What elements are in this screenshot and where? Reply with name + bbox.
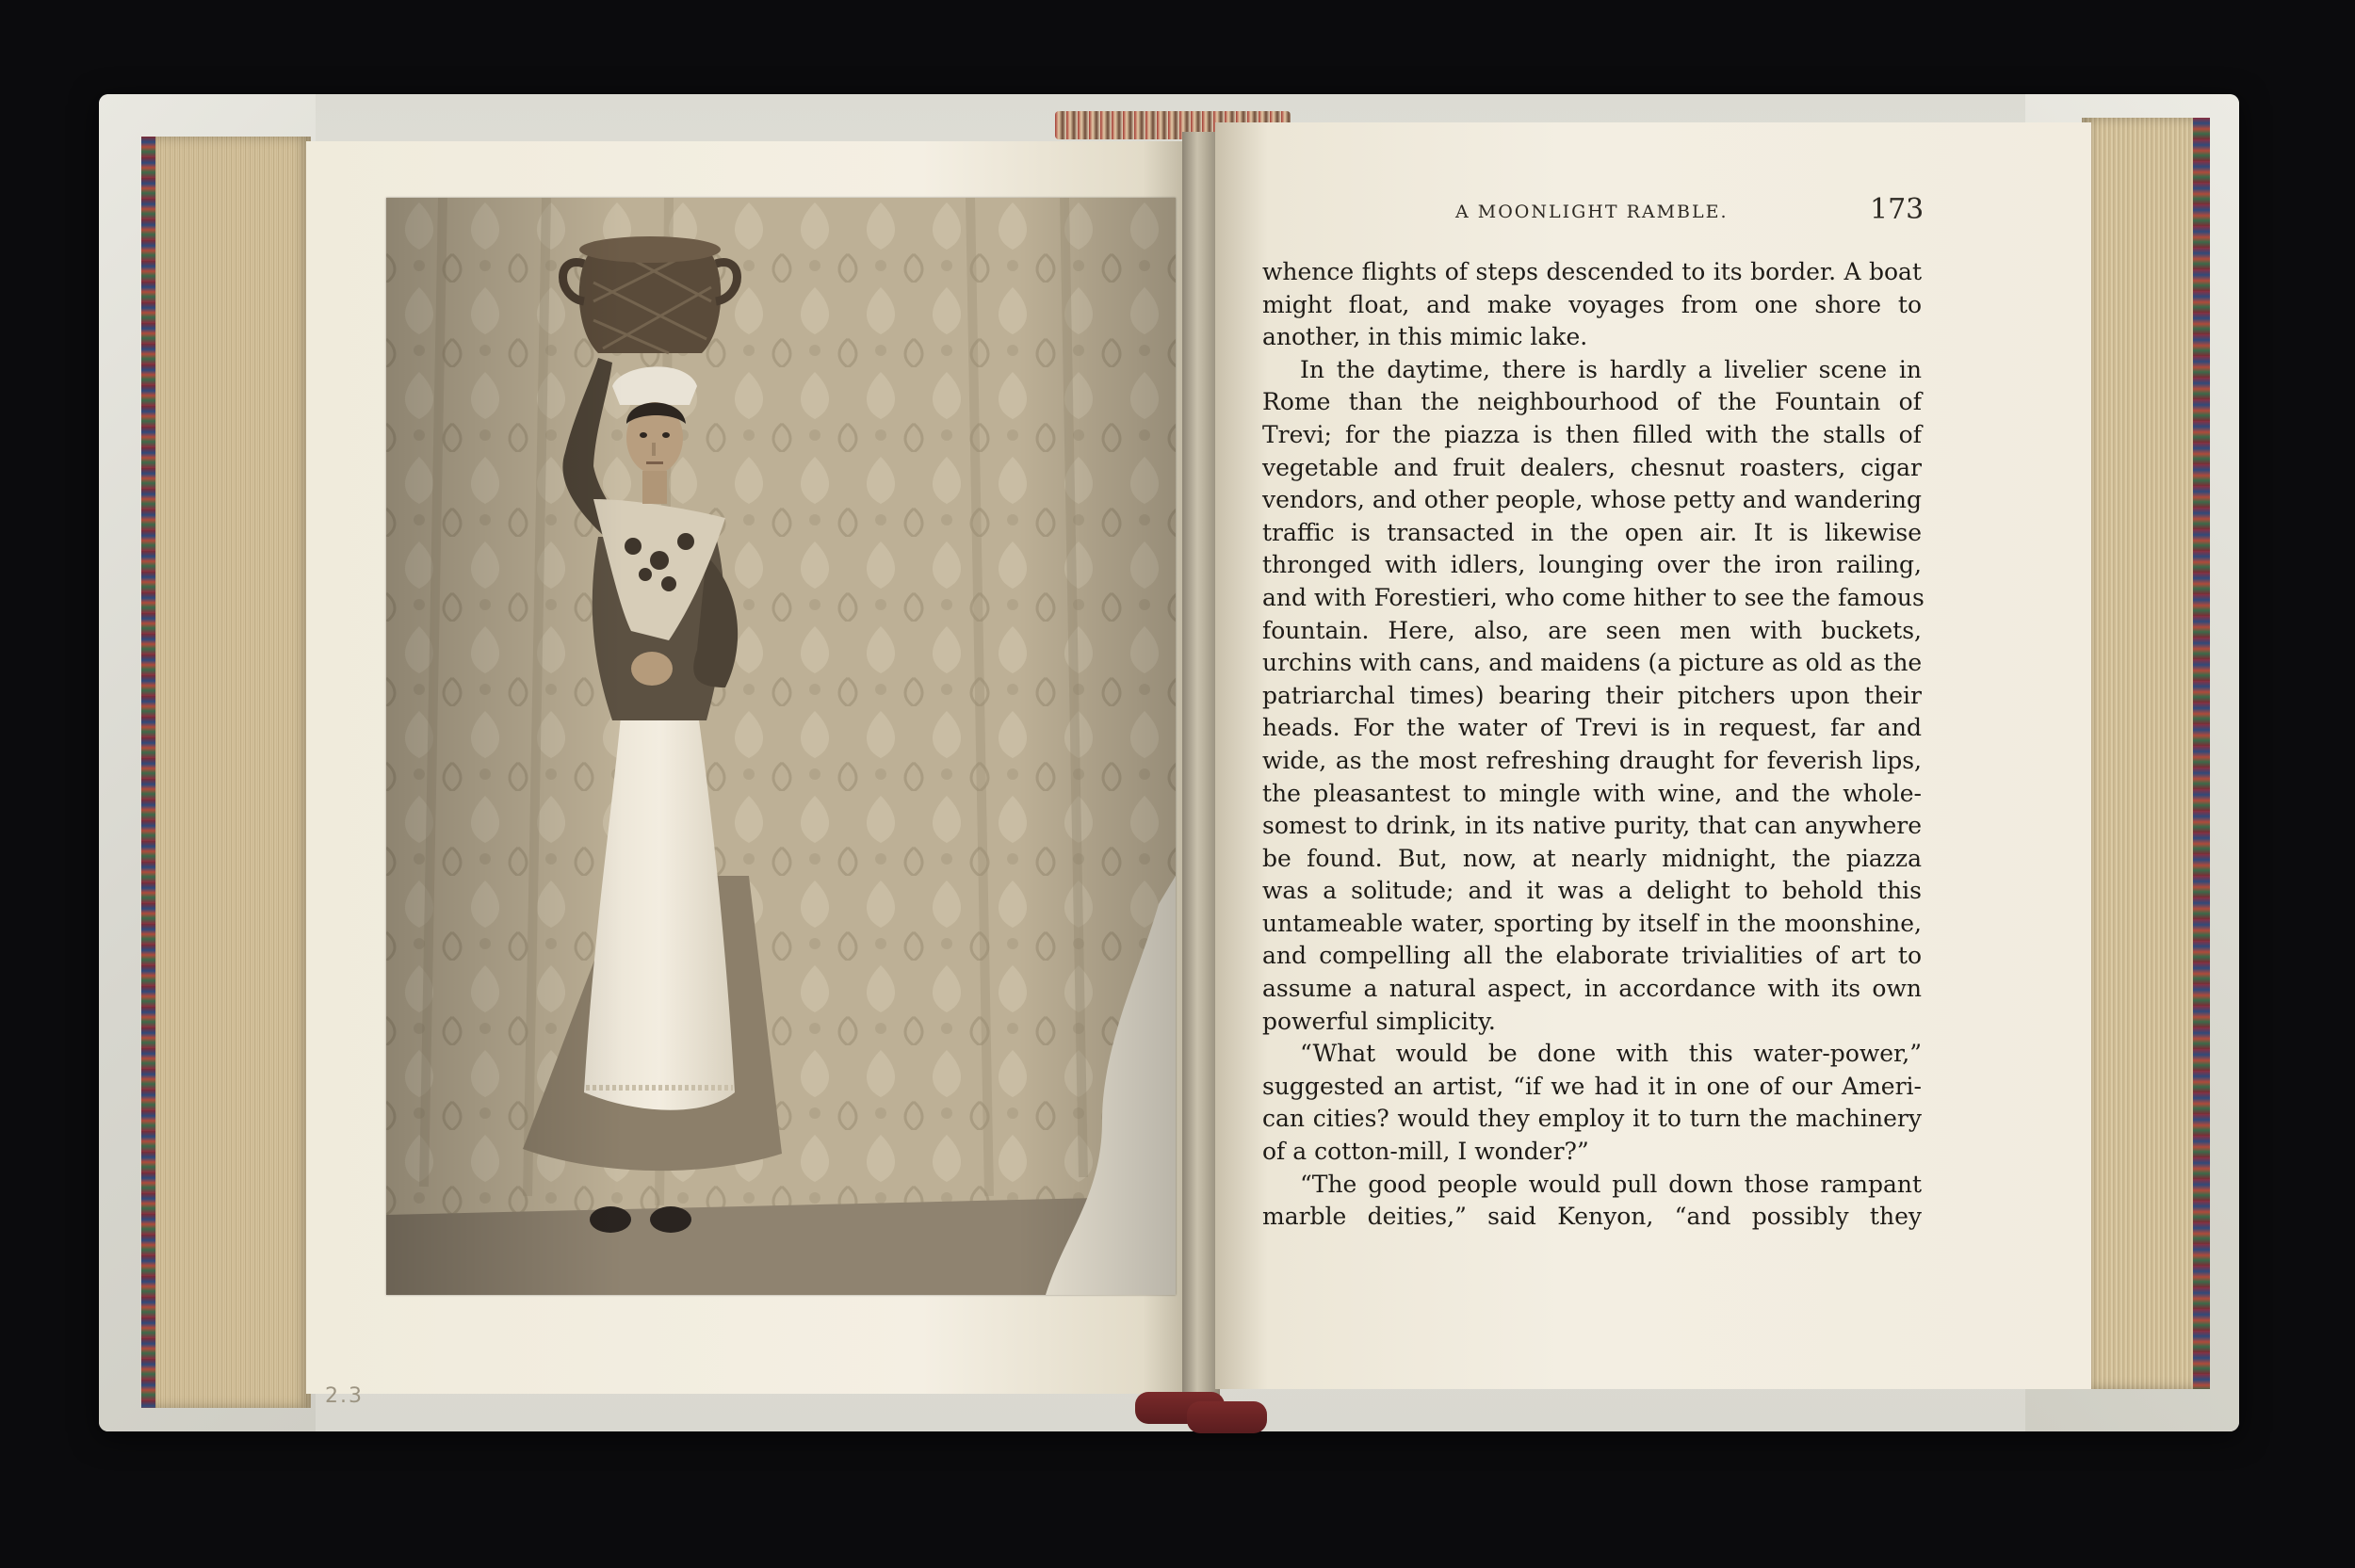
photograph-woman-with-water-jar bbox=[386, 198, 1176, 1295]
text-line: of a cotton-mill, I wonder?” bbox=[1262, 1138, 1589, 1166]
text-line: might float, and make voyages from one shore to bbox=[1262, 290, 1922, 318]
text-line: can cities? would they employ it to turn the machinery bbox=[1262, 1105, 1922, 1133]
text-line: patriarchal times) bearing their pitchers upon their bbox=[1262, 681, 1922, 709]
text-line: Trevi; for the piazza is then filled with the stalls of bbox=[1262, 420, 1922, 448]
text-line: suggested an artist, “if we had it in one of our Ameri- bbox=[1262, 1072, 1922, 1100]
book-gutter bbox=[1182, 132, 1220, 1403]
pencil-mark: 2.3 bbox=[325, 1384, 364, 1408]
text-line: untameable water, sporting by itself in the moonshine, bbox=[1262, 909, 1922, 937]
text-line: vegetable and fruit dealers, chesnut roasters, cigar bbox=[1262, 453, 1922, 481]
text-line: was a solitude; and it was a delight to behold this bbox=[1262, 877, 1922, 905]
text-line: and compelling all the elaborate trivialities of art to bbox=[1262, 942, 1922, 970]
text-line: marble deities,” said Kenyon, “and possibly they bbox=[1262, 1203, 1922, 1231]
page-number: 173 bbox=[1870, 193, 1925, 226]
text-line: thronged with idlers, lounging over the iron railing, bbox=[1262, 551, 1922, 579]
text-line: fountain. Here, also, are seen men with buckets, bbox=[1262, 616, 1922, 644]
text-line: urchins with cans, and maidens (a picture as old as the bbox=[1262, 649, 1923, 677]
text-line: somest to drink, in its native purity, that can anywhere bbox=[1262, 812, 1922, 840]
text-line: Rome than the neighbourhood of the Fountain of bbox=[1262, 388, 1922, 416]
text-line: “The good people would pull down those rampant bbox=[1300, 1170, 1922, 1198]
text-line: wide, as the most refreshing draught for feverish lips, bbox=[1262, 746, 1922, 774]
text-line: be found. But, now, at nearly midnight, the piazza bbox=[1262, 844, 1922, 872]
text-line: another, in this mimic lake. bbox=[1262, 323, 1588, 351]
page-edges-right bbox=[2082, 118, 2195, 1389]
text-line: vendors, and other people, whose petty and wandering bbox=[1262, 486, 1922, 514]
text-line: “What would be done with this water-power,” bbox=[1300, 1040, 1922, 1068]
page-edges-left bbox=[155, 137, 311, 1408]
running-head: A MOONLIGHT RAMBLE. bbox=[1455, 202, 1729, 222]
body-text bbox=[1262, 256, 1925, 1234]
text-line: powerful simplicity. bbox=[1262, 1007, 1496, 1035]
ribbon-bookmark bbox=[1187, 1401, 1267, 1433]
text-line: In the daytime, there is hardly a livelier scene in bbox=[1300, 355, 1922, 383]
text-line: assume a natural aspect, in accordance with its own bbox=[1262, 975, 1922, 1003]
text-line: heads. For the water of Trevi is in request, far and bbox=[1262, 714, 1922, 742]
text-line: the pleasantest to mingle with wine, and the whole- bbox=[1262, 779, 1922, 807]
text-line: whence flights of steps descended to its border. A boat bbox=[1262, 258, 1922, 285]
marbled-edge-right bbox=[2193, 118, 2210, 1389]
text-line: traffic is transacted in the open air. It is likewise bbox=[1262, 518, 1922, 546]
mounted-photograph bbox=[386, 198, 1176, 1295]
text-line: and with Forestieri, who come hither to see the famous bbox=[1262, 583, 1925, 611]
